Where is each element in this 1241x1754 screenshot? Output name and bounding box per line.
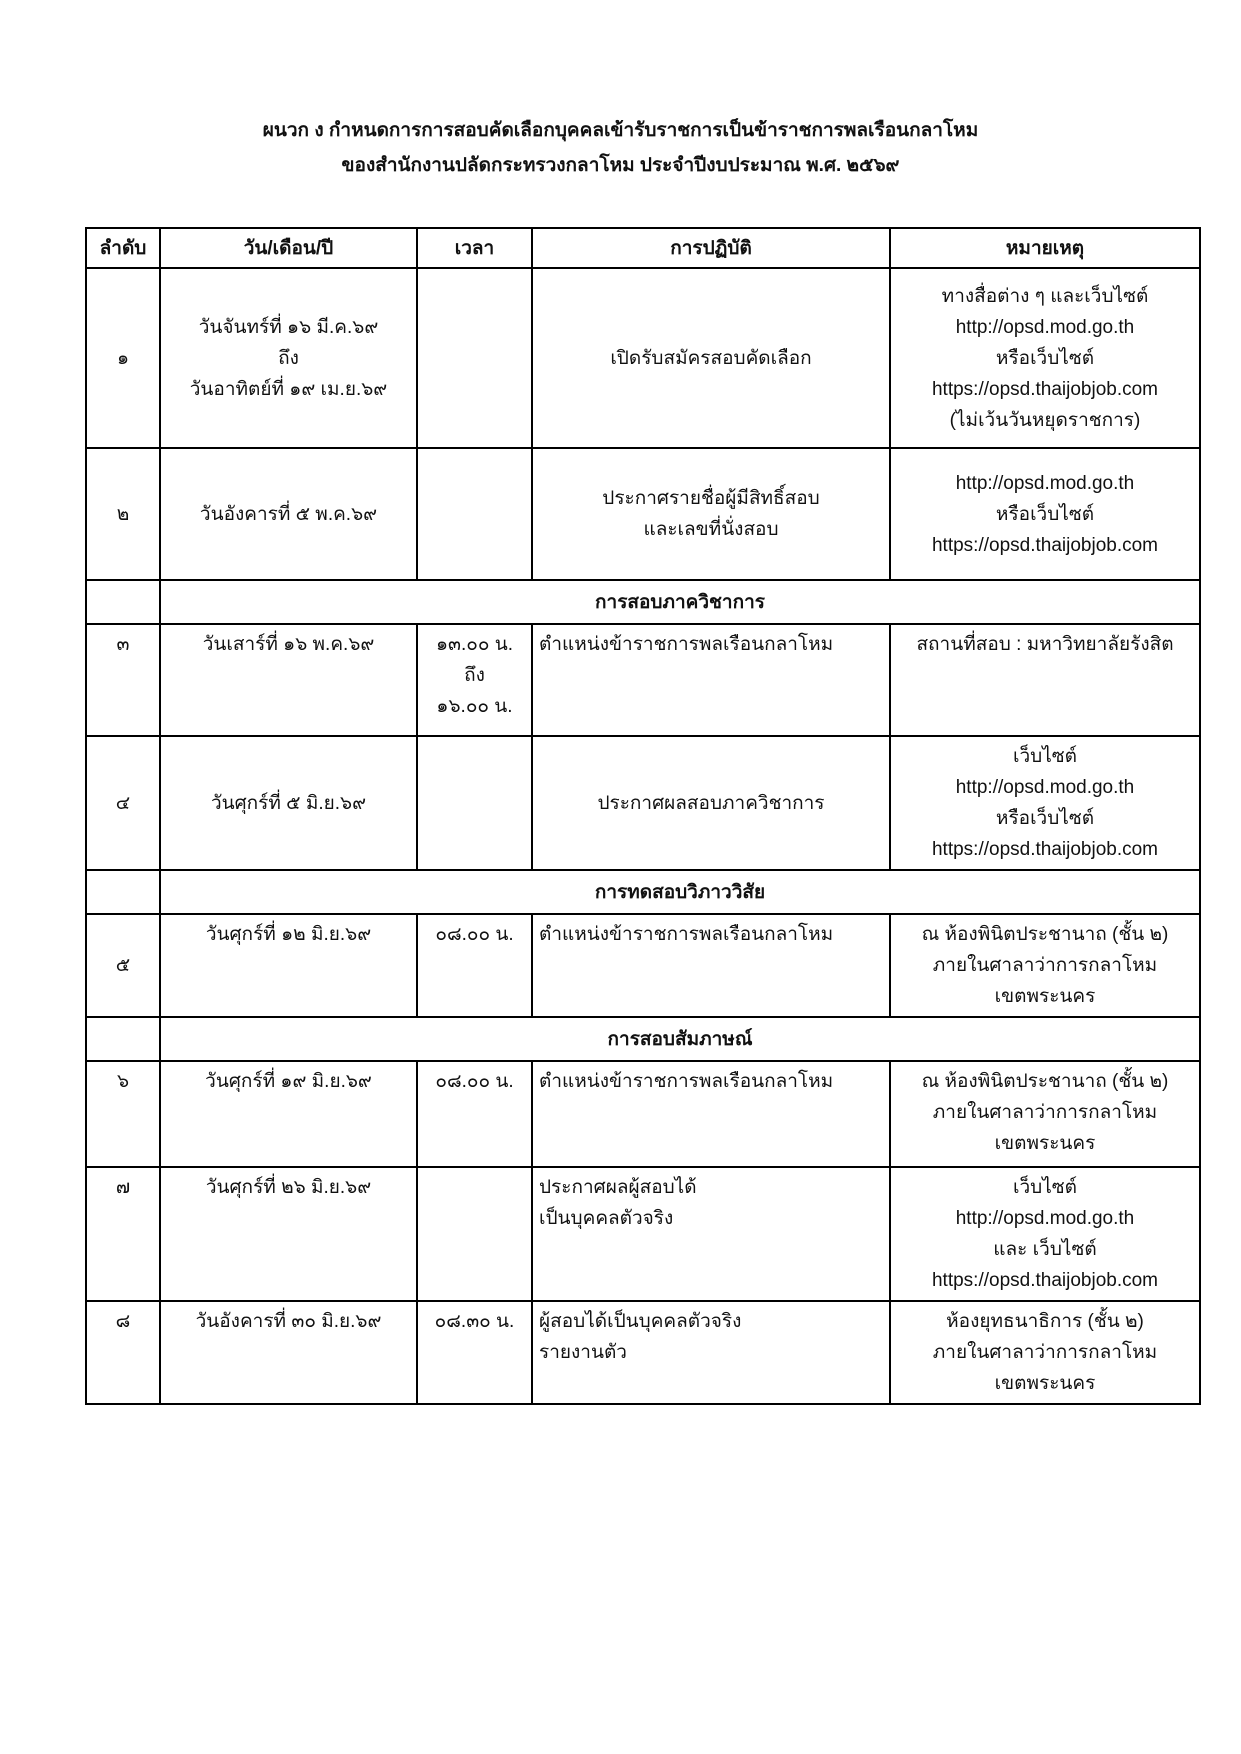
- remark-cell: [890, 268, 1200, 448]
- cell-line: ๒: [116, 503, 130, 525]
- section-order-cell: [86, 870, 160, 914]
- section-label-cell: [160, 1017, 1200, 1061]
- cell-line: ภายในศาลาว่าการกลาโหม: [932, 1102, 1158, 1123]
- schedule-row: [86, 914, 1200, 1017]
- remark-cell: [890, 1167, 1200, 1301]
- document-title-line2: ของสำนักงานปลัดกระทรวงกลาโหม ประจำปีงบประมาณ พ.ศ. ๒๕๖๙: [341, 155, 900, 176]
- cell-line: และ เว็บไซต์: [993, 1239, 1097, 1260]
- cell-line: ๗: [115, 1177, 131, 1198]
- date-cell: [160, 268, 417, 448]
- cell-line: ภายในศาลาว่าการกลาโหม: [932, 1342, 1158, 1363]
- cell-line: ๑๖.๐๐ น.: [436, 696, 513, 717]
- cell-line: การสอบสัมภาษณ์: [607, 1028, 753, 1050]
- cell-line: ห้องยุทธนาธิการ (ชั้น ๒): [946, 1311, 1144, 1332]
- cell-line: http://opsd.mod.go.th: [955, 777, 1135, 798]
- cell-line: ๐๘.๐๐ น.: [435, 1071, 514, 1092]
- cell-line: ๐๘.๓๐ น.: [434, 1311, 515, 1332]
- schedule-table-body: [86, 268, 1200, 1404]
- cell-line: ณ ห้องพินิตประชานาถ (ชั้น ๒): [921, 924, 1169, 945]
- cell-line: ผู้สอบได้เป็นบุคคลตัวจริง: [539, 1311, 742, 1332]
- cell-line: http://opsd.mod.go.th: [955, 316, 1135, 338]
- cell-line: การทดสอบวิภาววิสัย: [594, 881, 766, 903]
- cell-line: วันศุกร์ที่ ๒๖ มิ.ย.๖๙: [205, 1177, 372, 1198]
- cell-line: ภายในศาลาว่าการกลาโหม: [932, 955, 1158, 976]
- schedule-row: [86, 1061, 1200, 1167]
- cell-line: ทางสื่อต่าง ๆ และเว็บไซต์: [941, 285, 1149, 307]
- cell-line: รายงานตัว: [539, 1342, 627, 1363]
- time-cell: [417, 624, 532, 736]
- header-remark: หมายเหตุ: [890, 228, 1200, 268]
- cell-line: ประกาศผลสอบภาควิชาการ: [597, 792, 825, 814]
- cell-line: การสอบภาควิชาการ: [595, 591, 765, 613]
- cell-line: วันศุกร์ที่ ๑๙ มิ.ย.๖๙: [205, 1071, 372, 1092]
- schedule-table-header: [86, 228, 1200, 268]
- header-time: เวลา: [417, 228, 532, 268]
- cell-line: หรือเว็บไซต์: [995, 347, 1095, 369]
- time-cell: [417, 268, 532, 448]
- cell-line: ๔: [115, 792, 131, 814]
- cell-line: ตำแหน่งข้าราชการพลเรือนกลาโหม: [539, 1071, 834, 1092]
- remark-cell: [890, 736, 1200, 870]
- cell-line: ๓: [116, 634, 130, 655]
- cell-line: วันศุกร์ที่ ๕ มิ.ย.๖๙: [210, 792, 367, 814]
- cell-line: http://opsd.mod.go.th: [955, 1208, 1135, 1229]
- section-row: [86, 1017, 1200, 1061]
- cell-line: ๖: [116, 1071, 130, 1092]
- header-order: ลำดับ: [86, 228, 160, 268]
- date-cell: [160, 1167, 417, 1301]
- cell-line: เว็บไซต์: [1012, 1177, 1077, 1198]
- cell-line: ณ ห้องพินิตประชานาถ (ชั้น ๒): [921, 1071, 1169, 1092]
- time-cell: [417, 736, 532, 870]
- action-cell: [532, 736, 890, 870]
- cell-line: วันอาทิตย์ที่ ๑๙ เม.ย.๖๙: [189, 378, 388, 400]
- order-cell: [86, 736, 160, 870]
- section-row: [86, 580, 1200, 624]
- order-cell: [86, 1061, 160, 1167]
- cell-line: ตำแหน่งข้าราชการพลเรือนกลาโหม: [539, 634, 834, 655]
- cell-line: (ไม่เว้นวันหยุดราชการ): [949, 409, 1141, 431]
- action-cell: [532, 1167, 890, 1301]
- document-title: [0, 0, 1241, 183]
- action-cell: [532, 914, 890, 1017]
- order-cell: [86, 914, 160, 1017]
- cell-line: หรือเว็บไซต์: [995, 808, 1095, 829]
- cell-line: วันศุกร์ที่ ๑๒ มิ.ย.๖๙: [205, 924, 372, 945]
- order-cell: [86, 624, 160, 736]
- cell-line: https://opsd.thaijobjob.com: [931, 839, 1159, 860]
- cell-line: https://opsd.thaijobjob.com: [931, 378, 1159, 400]
- cell-line: ถึง: [278, 347, 299, 369]
- schedule-row: [86, 624, 1200, 736]
- action-cell: [532, 1301, 890, 1404]
- time-cell: [417, 1061, 532, 1167]
- time-cell: [417, 914, 532, 1017]
- cell-line: ประกาศผลผู้สอบได้: [539, 1177, 697, 1198]
- cell-line: เขตพระนคร: [994, 1373, 1096, 1394]
- cell-line: วันอังคารที่ ๓๐ มิ.ย.๖๙: [195, 1311, 382, 1332]
- cell-line: ๐๘.๐๐ น.: [435, 924, 514, 945]
- section-row: [86, 870, 1200, 914]
- cell-line: วันจันทร์ที่ ๑๖ มี.ค.๖๙: [198, 316, 379, 338]
- date-cell: [160, 914, 417, 1017]
- cell-line: ๘: [115, 1311, 131, 1332]
- cell-line: เปิดรับสมัครสอบคัดเลือก: [610, 347, 812, 369]
- remark-cell: [890, 448, 1200, 580]
- action-cell: [532, 1061, 890, 1167]
- cell-line: ประกาศรายชื่อผู้มีสิทธิ์สอบ: [602, 488, 820, 509]
- schedule-row: [86, 736, 1200, 870]
- document-title-line1: ผนวก ง กำหนดการการสอบคัดเลือกบุคคลเข้ารับราชการเป็นข้าราชการพลเรือนกลาโหม: [262, 120, 979, 141]
- time-cell: [417, 1167, 532, 1301]
- cell-line: และเลขที่นั่งสอบ: [643, 519, 779, 540]
- section-label-cell: [160, 580, 1200, 624]
- date-cell: [160, 736, 417, 870]
- time-cell: [417, 448, 532, 580]
- order-cell: [86, 448, 160, 580]
- cell-line: เป็นบุคคลตัวจริง: [539, 1208, 674, 1229]
- cell-line: http://opsd.mod.go.th: [955, 472, 1135, 494]
- cell-line: เขตพระนคร: [994, 986, 1096, 1007]
- order-cell: [86, 1301, 160, 1404]
- section-label-cell: [160, 870, 1200, 914]
- remark-cell: [890, 914, 1200, 1017]
- cell-line: https://opsd.thaijobjob.com: [931, 1270, 1159, 1291]
- cell-line: ๑๓.๐๐ น.: [435, 634, 514, 655]
- cell-line: เขตพระนคร: [994, 1133, 1096, 1154]
- date-cell: [160, 624, 417, 736]
- cell-line: ตำแหน่งข้าราชการพลเรือนกลาโหม: [539, 924, 834, 945]
- date-cell: [160, 1301, 417, 1404]
- date-cell: [160, 1061, 417, 1167]
- header-row: [86, 228, 1200, 268]
- schedule-row: [86, 448, 1200, 580]
- cell-line: ๑: [116, 347, 130, 369]
- header-action: การปฏิบัติ: [532, 228, 890, 268]
- cell-line: ๕: [115, 955, 131, 976]
- cell-line: ถึง: [464, 665, 485, 686]
- schedule-row: [86, 268, 1200, 448]
- order-cell: [86, 268, 160, 448]
- cell-line: เว็บไซต์: [1012, 746, 1077, 767]
- action-cell: [532, 448, 890, 580]
- section-order-cell: [86, 1017, 160, 1061]
- cell-line: วันอังคารที่ ๕ พ.ค.๖๙: [199, 503, 378, 525]
- header-date: วัน/เดือน/ปี: [160, 228, 417, 268]
- order-cell: [86, 1167, 160, 1301]
- remark-cell: [890, 624, 1200, 736]
- cell-line: วันเสาร์ที่ ๑๖ พ.ค.๖๙: [202, 634, 375, 655]
- cell-line: สถานที่สอบ : มหาวิทยาลัยรังสิต: [916, 634, 1174, 655]
- schedule-row: [86, 1167, 1200, 1301]
- schedule-table: [85, 227, 1201, 1405]
- time-cell: [417, 1301, 532, 1404]
- action-cell: [532, 624, 890, 736]
- date-cell: [160, 448, 417, 580]
- cell-line: https://opsd.thaijobjob.com: [931, 534, 1159, 556]
- cell-line: หรือเว็บไซต์: [995, 503, 1095, 525]
- remark-cell: [890, 1301, 1200, 1404]
- action-cell: [532, 268, 890, 448]
- section-order-cell: [86, 580, 160, 624]
- schedule-row: [86, 1301, 1200, 1404]
- remark-cell: [890, 1061, 1200, 1167]
